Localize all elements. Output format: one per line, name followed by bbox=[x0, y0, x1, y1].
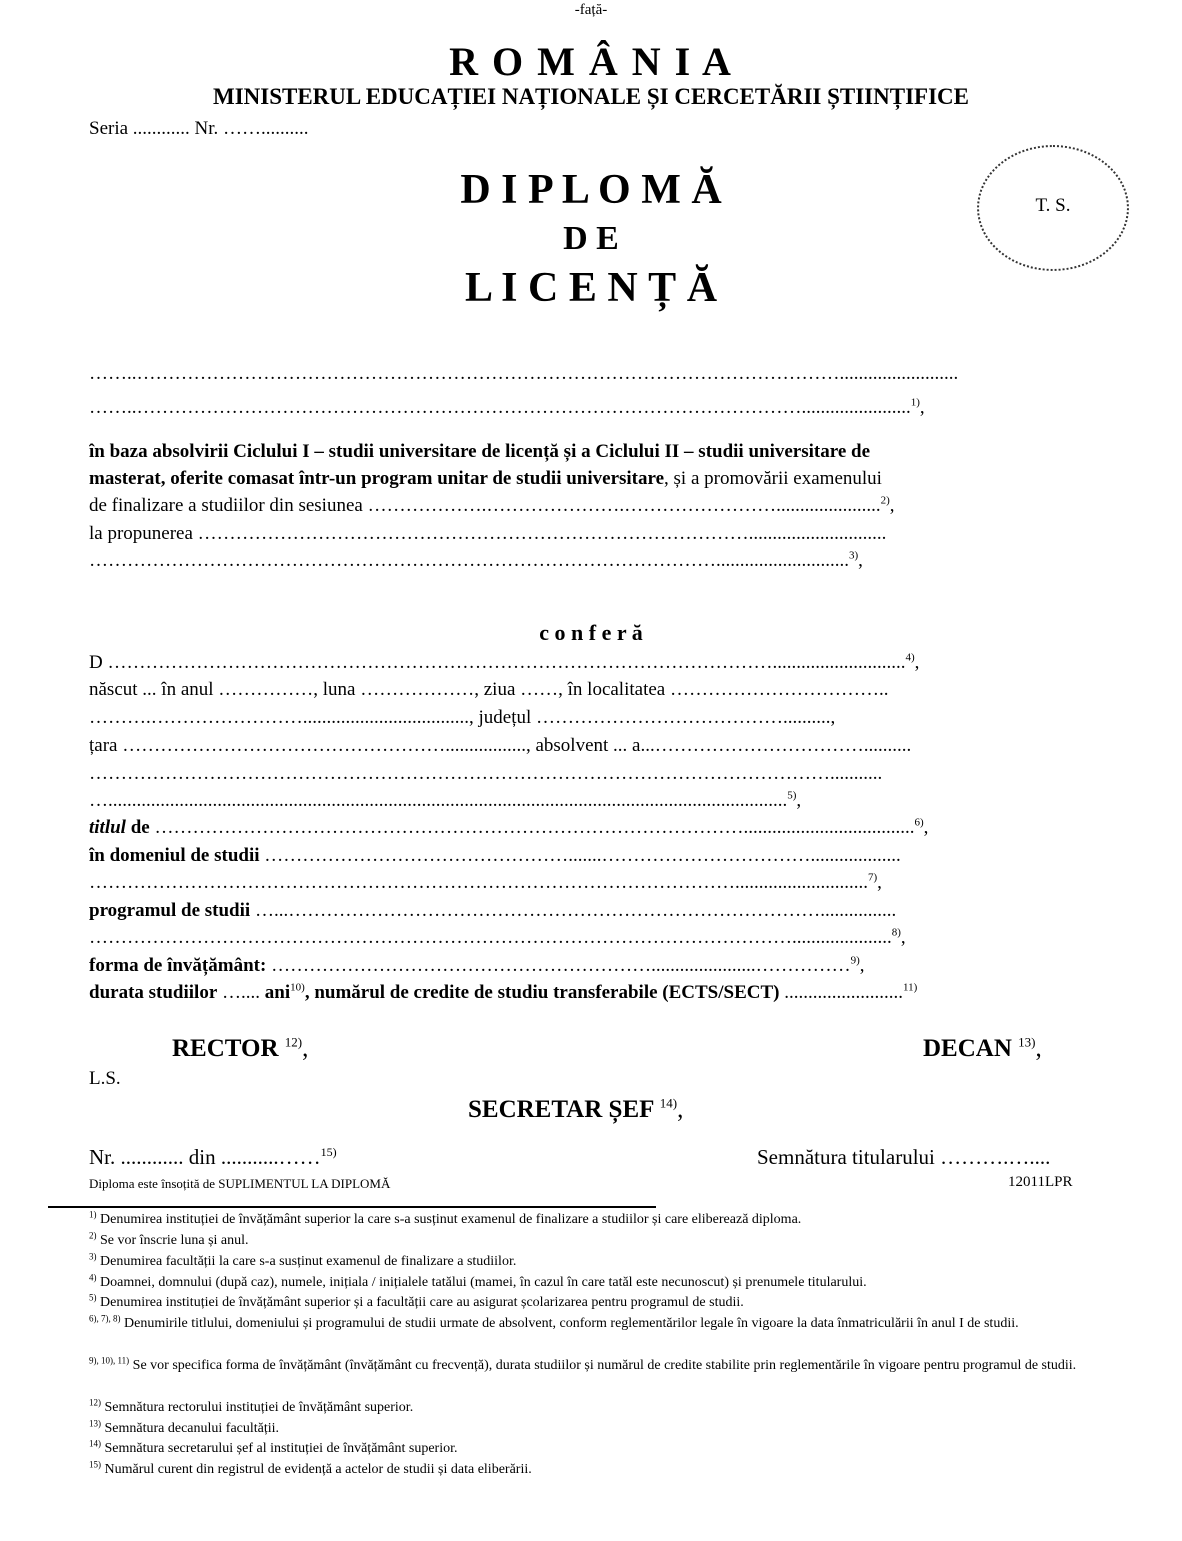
footnote-text: Denumirea instituției de învățământ superior și a facultății care au asigurat școlarizarea pentru programul de studii. bbox=[100, 1295, 744, 1310]
country-title: R O M Â N I A bbox=[449, 39, 733, 84]
footnote-5 bbox=[89, 1292, 1099, 1311]
dean-label: DECAN bbox=[923, 1035, 1012, 1062]
dean-signature: DECAN $^{13)}$, bbox=[923, 1034, 1042, 1062]
duration-label: durata studiilor bbox=[89, 982, 218, 1003]
footnote-ref-3: 3) bbox=[849, 549, 859, 562]
stamp-label: T. S. bbox=[1035, 195, 1071, 216]
footnote-mark: 12) bbox=[89, 1397, 101, 1408]
footnote-mark: 3) bbox=[89, 1251, 97, 1262]
ls-label: L.S. bbox=[89, 1068, 121, 1089]
footnote-text: Denumirea instituției de învățământ superior la care s-a susținut examenul de finalizare a studiilor și care eliberează diploma. bbox=[100, 1212, 802, 1227]
footnote-ref-1: 1) bbox=[910, 396, 920, 409]
title-dots: ………………………………………………………………………………….................................... bbox=[149, 817, 915, 838]
footnote-ref-14: 14) bbox=[659, 1095, 678, 1111]
dots-line-3: ………………………………………………………………………………………………………........... bbox=[89, 763, 883, 784]
footnote-ref-4: 4) bbox=[905, 651, 915, 664]
footnote-mark: 13) bbox=[89, 1418, 101, 1429]
footnote-text: Semnătura rectorului instituției de învățământ superior. bbox=[104, 1400, 414, 1415]
footnote-ref-2: 2) bbox=[880, 494, 890, 507]
footnote-text: Se vor specifica forma de învățământ (învățământ cu frecvență), durata studiilor și numărul de credite stabilite prin reglementările în vigoare pentru programul de studii. bbox=[132, 1358, 1077, 1373]
footnote-12 bbox=[89, 1397, 1099, 1416]
footnote-1 bbox=[89, 1209, 1099, 1228]
secretary-signature: SECRETAR ȘEF $^{14)}$, bbox=[468, 1095, 684, 1123]
diploma-title-line2: D E bbox=[563, 220, 619, 257]
stamp-circle bbox=[977, 145, 1129, 271]
session-line: de finalizare a studiilor din sesiunea ……………….………………….……………………......................$^{2)}$, bbox=[89, 494, 895, 516]
title-label-italic: titlul bbox=[89, 817, 126, 838]
rector-label: RECTOR bbox=[172, 1035, 279, 1062]
confers-heading: c o n f e r ă bbox=[539, 620, 643, 645]
footnote-15 bbox=[89, 1459, 1099, 1478]
footnote-text: Denumirea facultății la care s-a susținut examenul de finalizare a studiilor. bbox=[100, 1254, 517, 1269]
footnote-ref-6: 6) bbox=[914, 816, 924, 829]
footnote-ref-10: 10) bbox=[290, 981, 305, 994]
footnote-4 bbox=[89, 1272, 1099, 1291]
domain-label: în domeniul de studii bbox=[89, 845, 260, 866]
faculty-dots: ………………………………………………………………………………………............................ bbox=[89, 550, 849, 571]
proposal-line: la propunerea ……………………………………………………………………………............................. bbox=[89, 523, 887, 544]
footnote-mark: 9), 10), 11) bbox=[89, 1355, 130, 1366]
registry-number-text: Nr. ............ din ...........…… bbox=[89, 1145, 321, 1169]
dots-line-4: …............................................................................................................................................... bbox=[89, 790, 788, 811]
dots-line-6: …………………………………………………………………………………………………..................... bbox=[89, 927, 892, 948]
footnote-mark: 5) bbox=[89, 1292, 97, 1303]
rector-signature: RECTOR $^{12)}$, bbox=[172, 1034, 309, 1062]
footnote-6-7-8 bbox=[89, 1313, 1099, 1332]
faculty-line: ………………………………………………………………………………………............................$^{3)}$, bbox=[89, 549, 863, 571]
footnote-mark: 14) bbox=[89, 1438, 101, 1449]
diploma-title-line1: D I P L O M Ă bbox=[460, 167, 722, 213]
dots-line-1: ……..…………………………………………………………………………………………………......................... bbox=[89, 363, 959, 384]
footnote-ref-13: 13) bbox=[1018, 1034, 1036, 1050]
paragraph-line-2 bbox=[89, 467, 1089, 491]
footnote-2 bbox=[89, 1230, 1099, 1249]
duration-dots: ….... bbox=[217, 982, 261, 1003]
credits-dots: ......................... bbox=[779, 982, 903, 1003]
recipient-line: D ……………………………………………………………………………………………............................$^{4)}$, bbox=[89, 651, 920, 673]
session-text: de finalizare a studiilor din sesiunea ……………….………………….……………………...................... bbox=[89, 495, 881, 516]
program-line bbox=[89, 899, 1089, 923]
footnote-ref-11: 11) bbox=[903, 981, 918, 994]
years-label: ani bbox=[260, 982, 291, 1003]
recipient-text: D ……………………………………………………………………………………………............................ bbox=[89, 652, 906, 673]
footnote-separator bbox=[48, 1206, 656, 1208]
series-number-line: Seria ............ Nr. …….......... bbox=[89, 118, 309, 139]
form-code: 12011LPR bbox=[1008, 1174, 1073, 1190]
program-continuation-line: ………………………………………………………………………………………………….....................$^{8)}$, bbox=[89, 926, 906, 948]
registry-number-line bbox=[89, 1145, 337, 1170]
footnote-3 bbox=[89, 1251, 1099, 1270]
paragraph-line-2-rest: , și a promovării examenului bbox=[664, 468, 882, 489]
ministry-title: MINISTERUL EDUCAȚIEI NAȚIONALE ȘI CERCETĂRII ȘTIINȚIFICE bbox=[212, 84, 969, 109]
study-form-label: forma de învățământ: bbox=[89, 955, 267, 976]
study-form-dots: ……………………………………………………......................…………… bbox=[266, 955, 851, 976]
birth-line: născut ... în anul ……………, luna ………………, ziua ……, în localitatea …………………………….. bbox=[89, 679, 889, 700]
footnote-ref-7: 7) bbox=[868, 871, 878, 884]
footnote-mark: 6), 7), 8) bbox=[89, 1313, 121, 1324]
footnote-text: Se vor înscrie luna și anul. bbox=[100, 1233, 249, 1248]
graduated-institution-line: …...............................................................................................................................................$^{5)}$, bbox=[89, 789, 802, 811]
credits-label: , numărul de credite de studiu transferabile (ECTS/SECT) bbox=[304, 982, 780, 1003]
footnote-mark: 4) bbox=[89, 1272, 97, 1283]
supplement-note: Diploma este însoțită de SUPLIMENTUL LA DIPLOMĂ bbox=[89, 1176, 391, 1191]
country-line: țara ……………………………………………................., absolvent ... a...…………………………….......... bbox=[89, 735, 912, 756]
program-dots: …...…………………………………………………………………………................ bbox=[250, 900, 897, 921]
duration-line bbox=[89, 981, 1089, 1005]
dots-line-2: ……..……………………………………………………………………………………………....................... bbox=[89, 397, 911, 418]
title-line: titlul de …………………………………………………………………………………....................................$^{6)}$, bbox=[89, 816, 929, 838]
secretary-label: SECRETAR ȘEF bbox=[468, 1096, 654, 1123]
study-form-line: forma de învățământ: ……………………………………………………......................……………$^{9)}$, bbox=[89, 954, 865, 976]
footnote-text: Semnătura decanului facultății. bbox=[104, 1421, 280, 1436]
footnote-text: Doamnei, domnului (după caz), numele, inițiala / inițialele tatălui (mamei, în cazul în care tatăl este necunoscut) și prenumele titularului. bbox=[100, 1275, 867, 1290]
footnote-mark: 2) bbox=[89, 1230, 97, 1241]
footnote-mark: 1) bbox=[89, 1209, 97, 1220]
diploma-title-line3: L I C E N Ț Ă bbox=[464, 265, 718, 311]
footnote-9-10-11 bbox=[89, 1355, 1099, 1374]
footnote-ref-9: 9) bbox=[850, 954, 860, 967]
domain-line bbox=[89, 844, 1089, 868]
paragraph-line-2-bold: masterat, oferite comasat într-un program unitar de studii universitare bbox=[89, 468, 665, 489]
paragraph-line-1: în baza absolvirii Ciclului I – studii universitare de licență și a Ciclului II – studii universitare de bbox=[89, 441, 871, 462]
footnote-text: Numărul curent din registrul de evidență a actelor de studii și data eliberării. bbox=[104, 1462, 532, 1477]
institution-line: ……..…………………………………………………………………………………………….......................$^{1)}$, bbox=[89, 396, 925, 418]
title-label-rest: de bbox=[125, 817, 150, 838]
dots-line-5: …………………………………………………………………………………………............................ bbox=[89, 872, 868, 893]
footnote-ref-12: 12) bbox=[284, 1034, 303, 1050]
footnote-14 bbox=[89, 1438, 1099, 1457]
side-note: -față- bbox=[574, 2, 608, 18]
footnote-text: Denumirile titlului, domeniului și programului de studii urmate de absolvent, conform reglementărilor legale în vigoare la data înmatriculării în anul I de studii. bbox=[124, 1316, 1019, 1331]
holder-signature-line: Semnătura titularului ……….….... bbox=[757, 1145, 1051, 1169]
footnote-ref-8: 8) bbox=[891, 926, 901, 939]
footnote-ref-15: 15) bbox=[320, 1145, 337, 1159]
domain-dots: ………………………………………….......……………………………................... bbox=[259, 845, 901, 866]
domain-continuation-line: …………………………………………………………………………………………............................$^{7)}$, bbox=[89, 871, 882, 893]
program-label: programul de studii bbox=[89, 900, 251, 921]
footnote-text: Semnătura secretarului șef al instituției de învățământ superior. bbox=[104, 1441, 458, 1456]
footnote-ref-5: 5) bbox=[787, 789, 797, 802]
footnote-mark: 15) bbox=[89, 1459, 101, 1470]
county-line: ……….……………………..................................., județul ………………………………….........., bbox=[89, 707, 836, 728]
footnote-13 bbox=[89, 1418, 1099, 1437]
